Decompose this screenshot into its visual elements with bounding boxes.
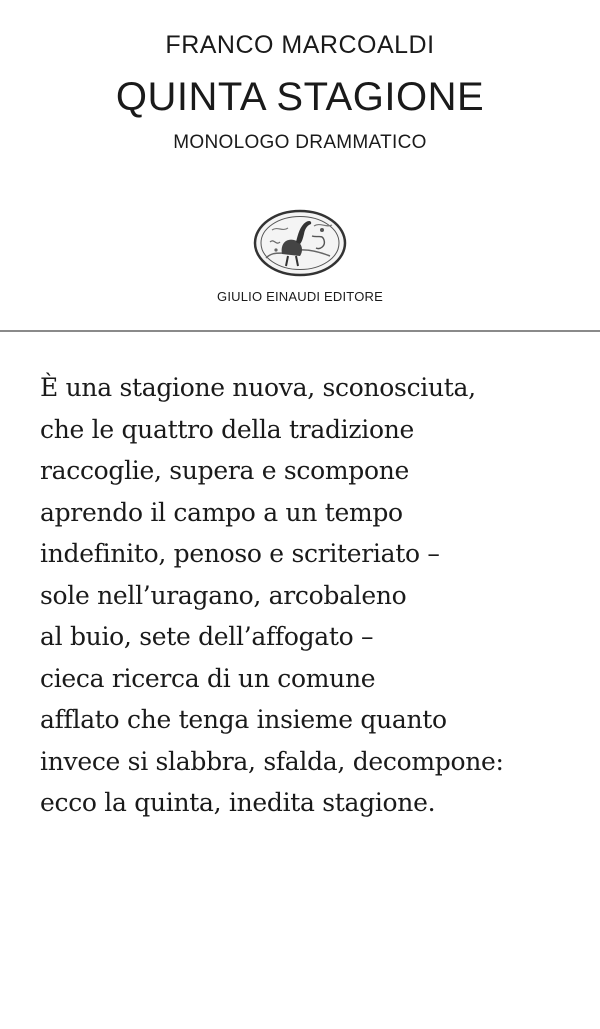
book-title: QUINTA STAGIONE	[115, 75, 485, 119]
book-subtitle: MONOLOGO DRAMMATICO	[173, 132, 427, 153]
poem-line: ecco la quinta, inedita stagione.	[40, 788, 436, 817]
poem-line: invece si slabbra, sfalda, decompone:	[40, 746, 504, 776]
poem-line: cieca ricerca di un comune	[40, 663, 376, 693]
poem-line: al buio, sete dell’affogato –	[40, 622, 374, 651]
poem-line: È una stagione nuova, sconosciuta,	[40, 373, 476, 402]
publisher-name: GIULIO EINAUDI EDITORE	[217, 289, 383, 304]
einaudi-ostrich-emblem-icon	[252, 208, 348, 278]
poem-line: sole nell’uragano, arcobaleno	[40, 580, 407, 610]
poem-line: aprendo il campo a un tempo	[40, 497, 403, 527]
poem-line: raccoglie, supera e scompone	[40, 456, 410, 485]
divider	[0, 330, 600, 332]
poem-line: che le quattro della tradizione	[40, 414, 414, 444]
poem-line: afflato che tenga insieme quanto	[40, 705, 447, 734]
poem-line: indefinito, penoso e scriteriato –	[40, 539, 440, 568]
author-name: FRANCO MARCOALDI	[165, 31, 435, 59]
poem-text	[40, 367, 580, 824]
